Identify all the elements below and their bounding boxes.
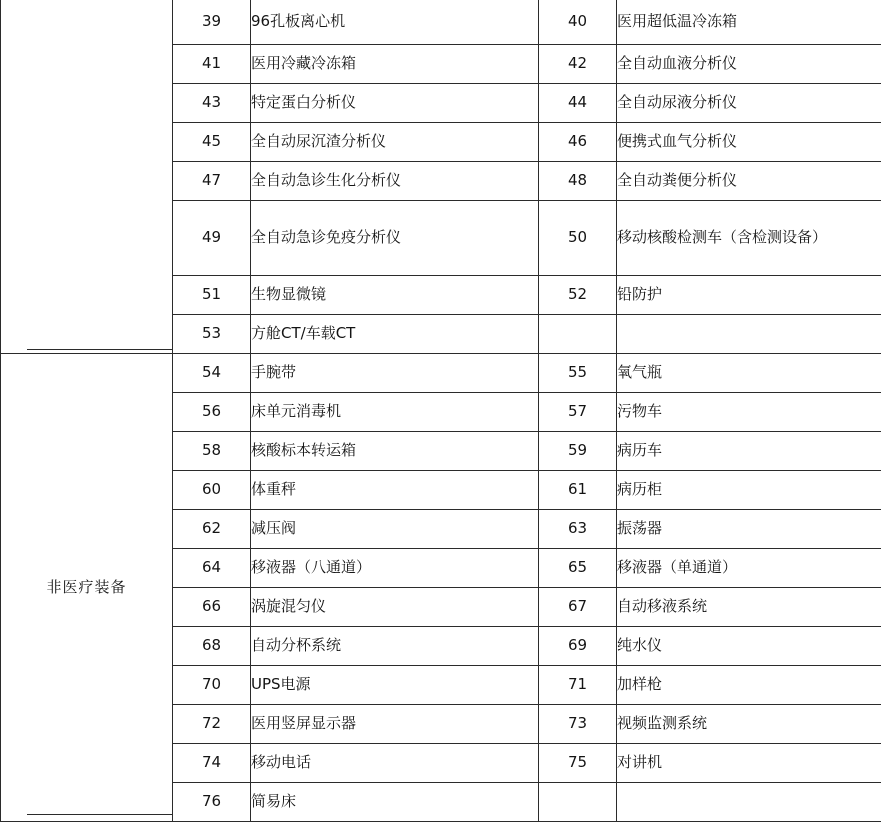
row-number-right: 65 xyxy=(539,549,617,588)
row-number-right: 40 xyxy=(539,0,617,45)
row-name-right: 全自动粪便分析仪 xyxy=(617,162,881,201)
row-name-left: 方舱CT/车载CT xyxy=(251,315,539,354)
row-name-left: 全自动急诊生化分析仪 xyxy=(251,162,539,201)
row-number-right: 57 xyxy=(539,393,617,432)
row-name-right: 视频监测系统 xyxy=(617,705,881,744)
row-number-left: 68 xyxy=(173,627,251,666)
row-number-left: 45 xyxy=(173,123,251,162)
row-name-right xyxy=(617,315,881,354)
row-name-right: 振荡器 xyxy=(617,510,881,549)
row-number-left: 60 xyxy=(173,471,251,510)
row-number-left: 51 xyxy=(173,276,251,315)
row-number-left: 39 xyxy=(173,0,251,45)
row-name-left: UPS电源 xyxy=(251,666,539,705)
row-name-left: 涡旋混匀仪 xyxy=(251,588,539,627)
row-name-left: 96孔板离心机 xyxy=(251,0,539,45)
row-name-left: 移动电话 xyxy=(251,744,539,783)
row-name-right: 移动核酸检测车（含检测设备） xyxy=(617,201,881,276)
row-name-right: 对讲机 xyxy=(617,744,881,783)
row-name-left: 简易床 xyxy=(251,783,539,822)
row-number-left: 62 xyxy=(173,510,251,549)
section-divider-bottom xyxy=(27,814,173,815)
row-name-right: 污物车 xyxy=(617,393,881,432)
row-number-left: 74 xyxy=(173,744,251,783)
row-name-left: 全自动尿沉渣分析仪 xyxy=(251,123,539,162)
row-number-left: 58 xyxy=(173,432,251,471)
row-number-left: 43 xyxy=(173,84,251,123)
group-cell-medical xyxy=(1,0,173,354)
row-number-right: 44 xyxy=(539,84,617,123)
row-name-right: 医用超低温冷冻箱 xyxy=(617,0,881,45)
row-number-right: 50 xyxy=(539,201,617,276)
row-number-left: 56 xyxy=(173,393,251,432)
row-number-right xyxy=(539,315,617,354)
row-number-right: 69 xyxy=(539,627,617,666)
row-number-right: 55 xyxy=(539,354,617,393)
group-cell-non-medical: 非医疗装备 xyxy=(1,354,173,822)
row-name-right: 病历柜 xyxy=(617,471,881,510)
row-name-left: 床单元消毒机 xyxy=(251,393,539,432)
row-number-left: 76 xyxy=(173,783,251,822)
row-number-left: 54 xyxy=(173,354,251,393)
row-name-right: 铅防护 xyxy=(617,276,881,315)
row-name-left: 全自动急诊免疫分析仪 xyxy=(251,201,539,276)
row-name-right: 便携式血气分析仪 xyxy=(617,123,881,162)
row-name-right: 自动移液系统 xyxy=(617,588,881,627)
row-name-left: 特定蛋白分析仪 xyxy=(251,84,539,123)
row-name-right: 移液器（单通道） xyxy=(617,549,881,588)
row-name-right: 纯水仪 xyxy=(617,627,881,666)
row-number-left: 41 xyxy=(173,45,251,84)
table-row xyxy=(1,0,881,45)
row-name-left: 医用冷藏冷冻箱 xyxy=(251,45,539,84)
row-number-right: 42 xyxy=(539,45,617,84)
row-number-right: 59 xyxy=(539,432,617,471)
row-number-right: 71 xyxy=(539,666,617,705)
row-name-left: 核酸标本转运箱 xyxy=(251,432,539,471)
section-divider-top xyxy=(27,349,173,350)
row-number-right: 67 xyxy=(539,588,617,627)
row-number-right: 52 xyxy=(539,276,617,315)
row-number-left: 70 xyxy=(173,666,251,705)
row-number-right: 48 xyxy=(539,162,617,201)
row-name-left: 生物显微镜 xyxy=(251,276,539,315)
row-name-left: 体重秤 xyxy=(251,471,539,510)
row-number-left: 66 xyxy=(173,588,251,627)
row-number-right xyxy=(539,783,617,822)
row-name-left: 移液器（八通道） xyxy=(251,549,539,588)
row-name-right: 加样枪 xyxy=(617,666,881,705)
row-name-right: 全自动血液分析仪 xyxy=(617,45,881,84)
row-number-left: 49 xyxy=(173,201,251,276)
row-number-left: 64 xyxy=(173,549,251,588)
row-name-right: 全自动尿液分析仪 xyxy=(617,84,881,123)
row-number-left: 72 xyxy=(173,705,251,744)
row-name-right xyxy=(617,783,881,822)
row-name-right: 氧气瓶 xyxy=(617,354,881,393)
row-name-right: 病历车 xyxy=(617,432,881,471)
row-number-right: 75 xyxy=(539,744,617,783)
row-number-right: 73 xyxy=(539,705,617,744)
row-number-left: 47 xyxy=(173,162,251,201)
row-number-right: 61 xyxy=(539,471,617,510)
row-number-right: 63 xyxy=(539,510,617,549)
row-name-left: 自动分杯系统 xyxy=(251,627,539,666)
row-number-left: 53 xyxy=(173,315,251,354)
row-name-left: 减压阀 xyxy=(251,510,539,549)
table-row xyxy=(1,354,881,393)
row-name-left: 医用竖屏显示器 xyxy=(251,705,539,744)
row-number-right: 46 xyxy=(539,123,617,162)
row-name-left: 手腕带 xyxy=(251,354,539,393)
